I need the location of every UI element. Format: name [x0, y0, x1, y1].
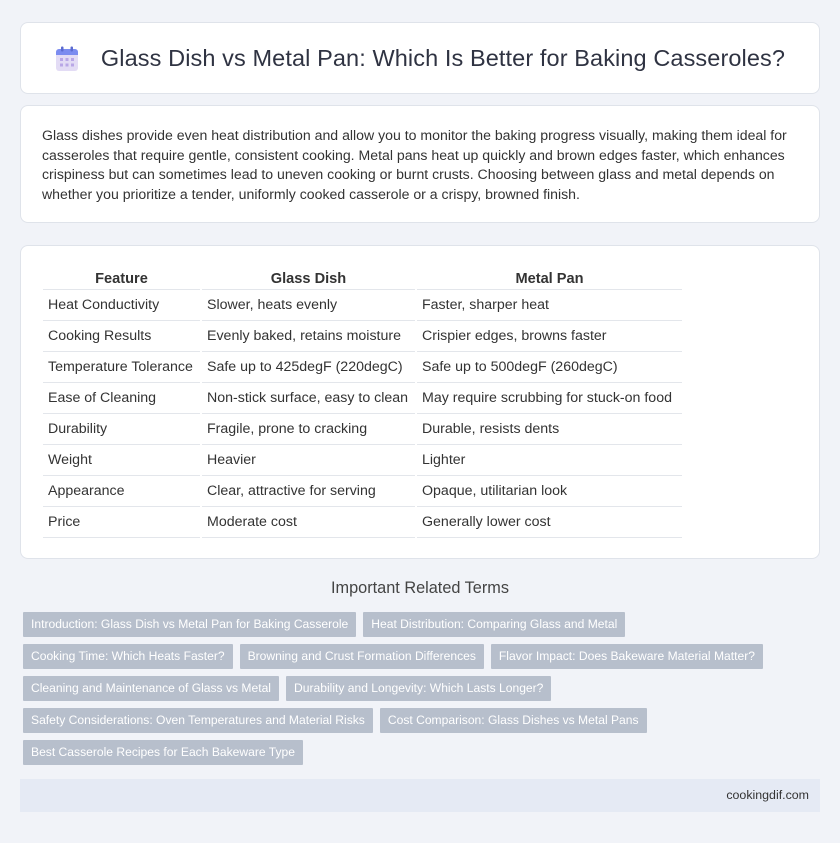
table-cell: Safe up to 425degF (220degC): [202, 352, 415, 383]
table-cell: Non-stick surface, easy to clean: [202, 383, 415, 414]
table-cell: Safe up to 500degF (260degC): [417, 352, 682, 383]
intro-card: [20, 105, 820, 223]
related-term-tag[interactable]: Heat Distribution: Comparing Glass and Metal: [363, 612, 625, 637]
table-row: [43, 321, 682, 352]
table-cell: Faster, sharper heat: [417, 290, 682, 321]
related-terms-list: [23, 612, 803, 772]
related-term-tag[interactable]: Flavor Impact: Does Bakeware Material Matter?: [491, 644, 763, 669]
table-row: [43, 476, 682, 507]
footer: [20, 779, 820, 812]
footer-site: cookingdif.com: [726, 788, 809, 802]
table-row: [43, 290, 682, 321]
related-term-tag[interactable]: Browning and Crust Formation Differences: [240, 644, 484, 669]
table-cell: Durability: [43, 414, 200, 445]
table-cell: May require scrubbing for stuck-on food: [417, 383, 682, 414]
table-cell: Lighter: [417, 445, 682, 476]
related-term-tag[interactable]: Durability and Longevity: Which Lasts Longer?: [286, 676, 551, 701]
table-cell: Evenly baked, retains moisture: [202, 321, 415, 352]
table-cell: Durable, resists dents: [417, 414, 682, 445]
column-header: Feature: [43, 268, 200, 290]
column-header: Glass Dish: [202, 268, 415, 290]
table-cell: Heat Conductivity: [43, 290, 200, 321]
related-term-tag[interactable]: Cost Comparison: Glass Dishes vs Metal Pans: [380, 708, 647, 733]
related-terms-title: Important Related Terms: [331, 579, 509, 597]
table-cell: Generally lower cost: [417, 507, 682, 538]
table-cell: Heavier: [202, 445, 415, 476]
table-row: [43, 445, 682, 476]
comparison-card: [20, 245, 820, 559]
table-cell: Clear, attractive for serving: [202, 476, 415, 507]
comparison-table: [41, 268, 684, 538]
calendar-icon: [55, 46, 79, 72]
page-title: Glass Dish vs Metal Pan: Which Is Better for Baking Casseroles?: [100, 44, 786, 71]
table-row: [43, 383, 682, 414]
table-cell: Temperature Tolerance: [43, 352, 200, 383]
table-cell: Ease of Cleaning: [43, 383, 200, 414]
table-cell: Opaque, utilitarian look: [417, 476, 682, 507]
related-term-tag[interactable]: Cooking Time: Which Heats Faster?: [23, 644, 233, 669]
related-term-tag[interactable]: Best Casserole Recipes for Each Bakeware Type: [23, 740, 303, 765]
table-cell: Price: [43, 507, 200, 538]
table-cell: Fragile, prone to cracking: [202, 414, 415, 445]
table-cell: Appearance: [43, 476, 200, 507]
table-row: [43, 414, 682, 445]
related-term-tag[interactable]: Safety Considerations: Oven Temperatures and Material Risks: [23, 708, 373, 733]
column-header: Metal Pan: [417, 268, 682, 290]
table-row: [43, 352, 682, 383]
table-row: [43, 507, 682, 538]
table-cell: Moderate cost: [202, 507, 415, 538]
table-cell: Slower, heats evenly: [202, 290, 415, 321]
related-term-tag[interactable]: Introduction: Glass Dish vs Metal Pan for Baking Casserole: [23, 612, 356, 637]
table-cell: Crispier edges, browns faster: [417, 321, 682, 352]
page-header: [20, 22, 820, 94]
table-cell: Cooking Results: [43, 321, 200, 352]
related-term-tag[interactable]: Cleaning and Maintenance of Glass vs Metal: [23, 676, 279, 701]
intro-text: Glass dishes provide even heat distribution and allow you to monitor the baking progress visually, making them ideal for casseroles that require gentle, consistent cooking. Metal pans heat up quickly and brown edges faster, which enhances crispiness but can sometimes lead to uneven cooking or burnt crusts. Choosing between glass and metal depends on whether you prioritize a tender, uniformly cooked casserole or a crispy, browned finish.: [42, 127, 787, 202]
table-cell: Weight: [43, 445, 200, 476]
table-header-row: [43, 268, 682, 290]
